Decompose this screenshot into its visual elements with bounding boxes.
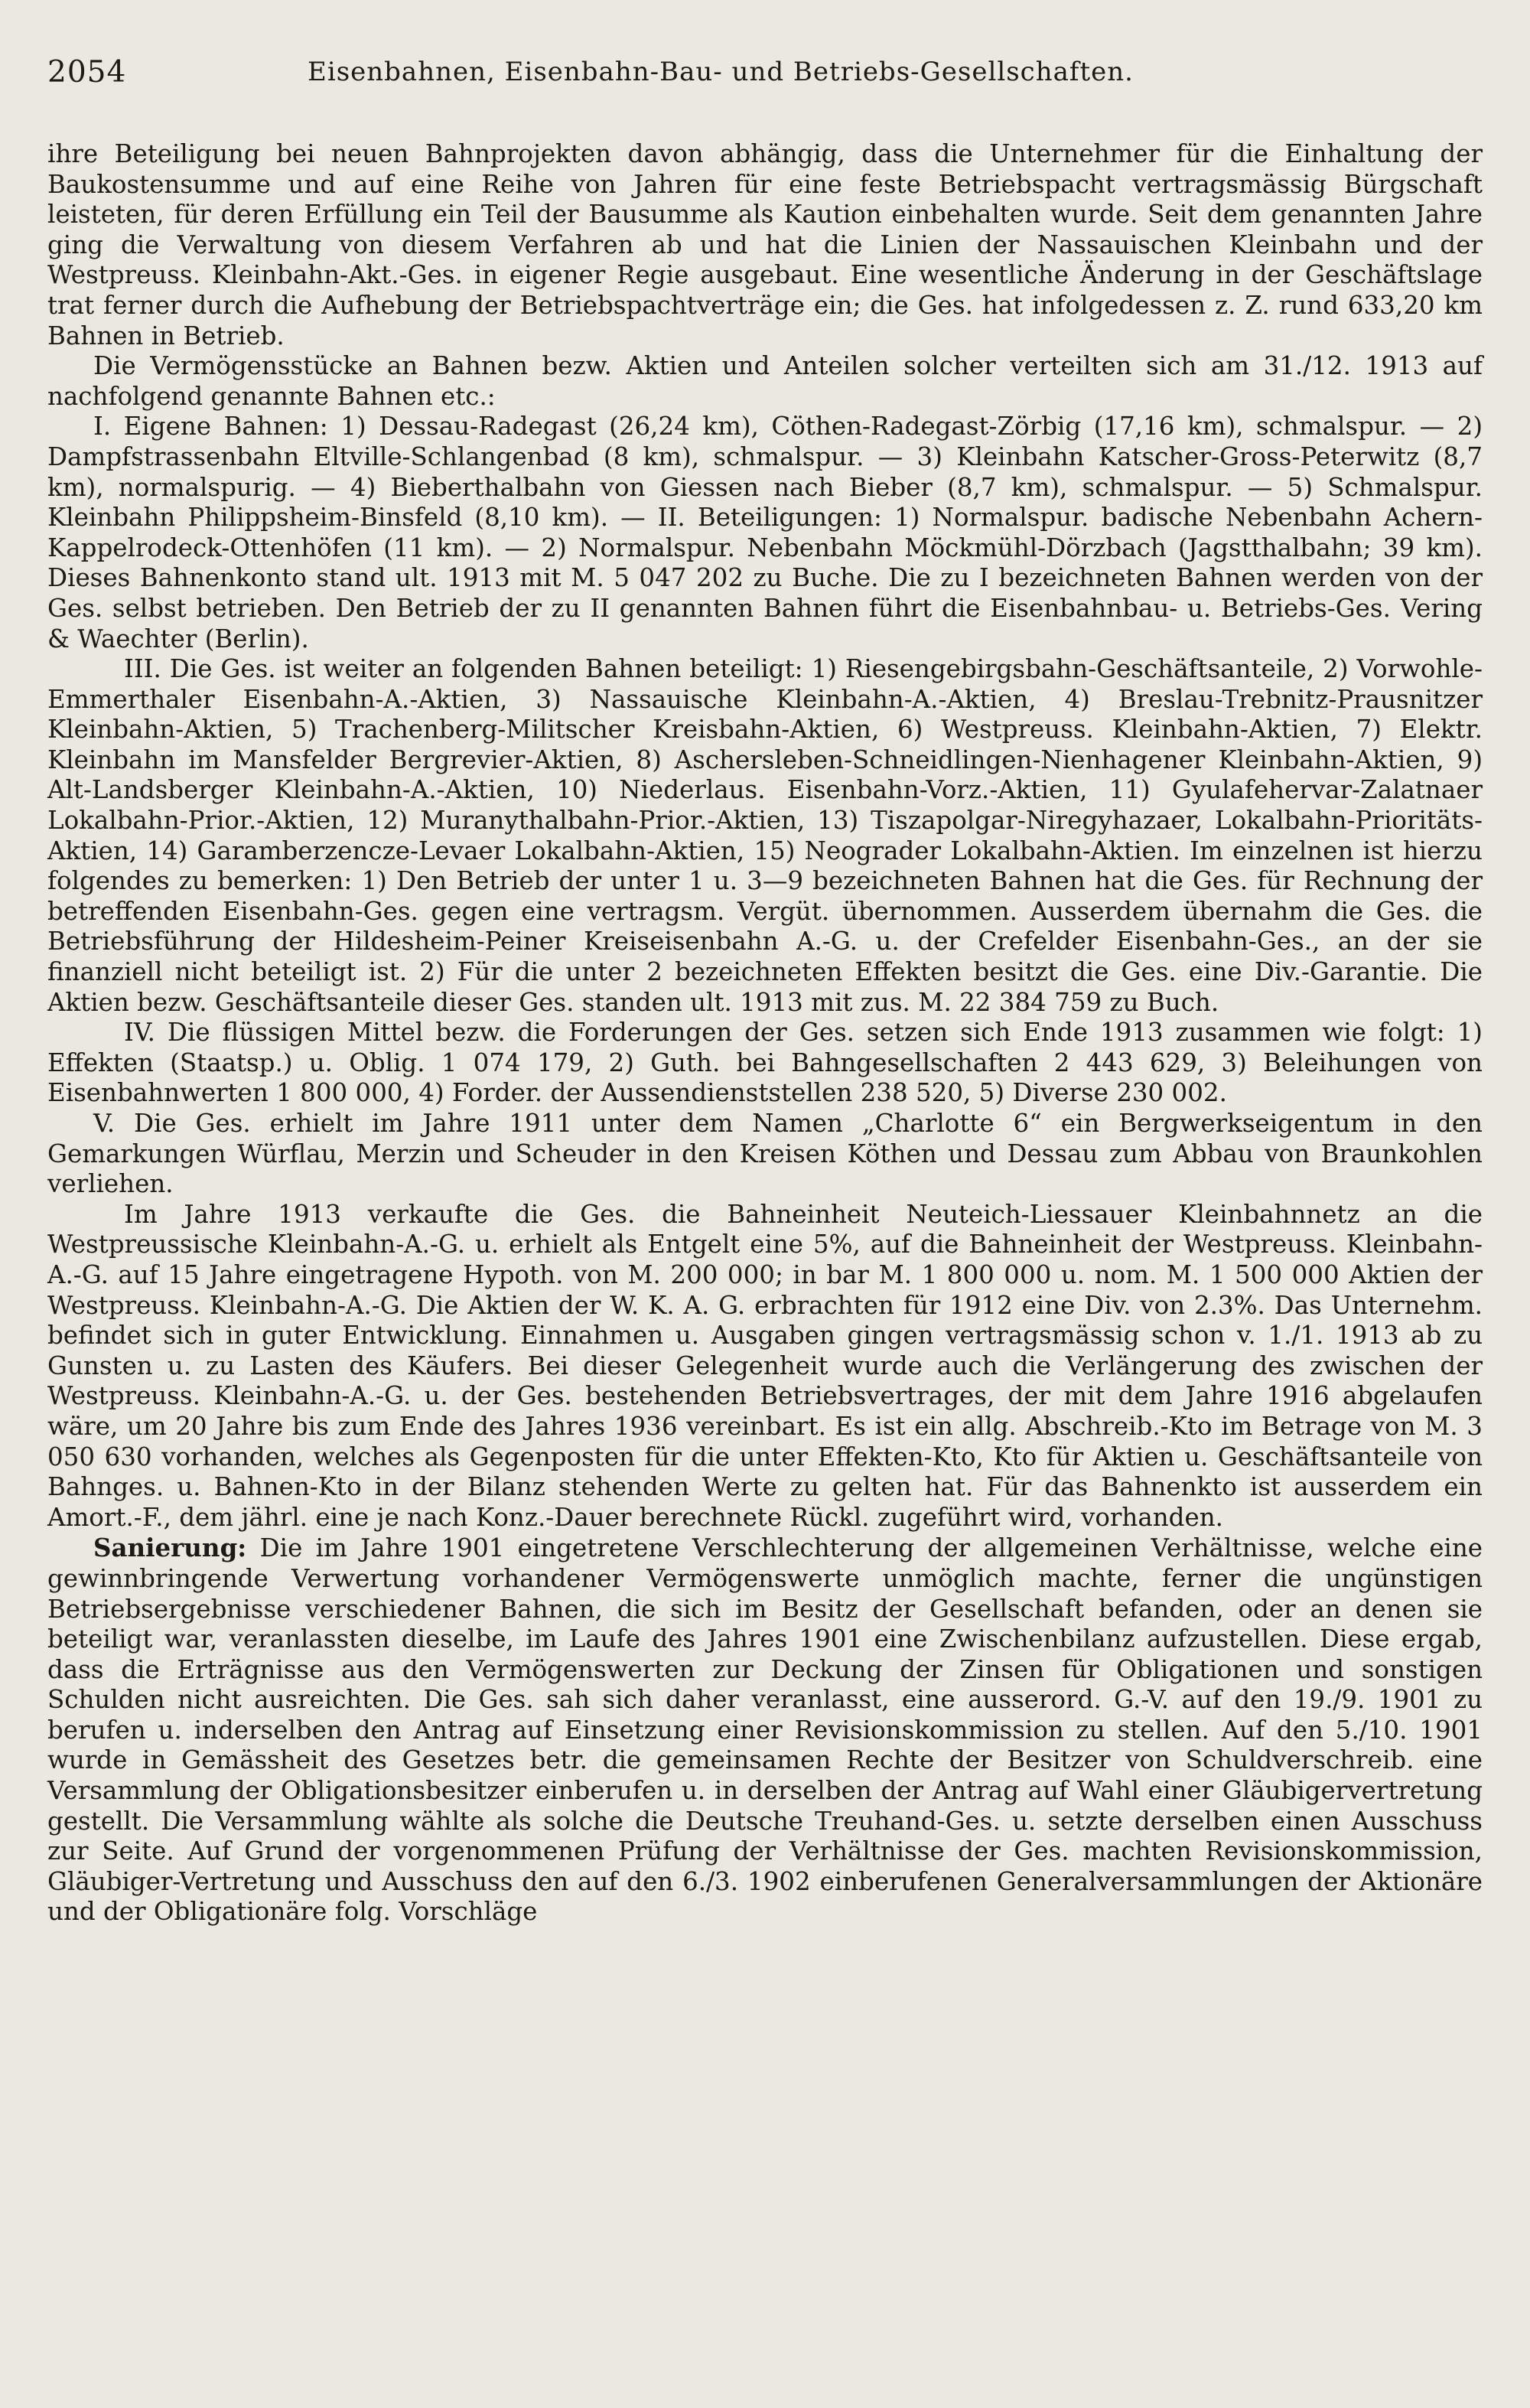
paragraph-text: Im Jahre 1913 verkaufte die Ges. die Bahneinheit Neuteich-Liessauer Kleinbahnnetz an die Westpreussische Kleinbahn-A.-G. u. erhielt als Entgelt eine 5%, auf die Bahneinheit der Westpreuss. Kleinbahn-A.-G. auf 15 Jahre eingetragene Hypoth. von M. 200 000; in bar M. 1 800 000 u. nom. M. 1 500 000 Aktien der Westpreuss. Kleinbahn-A.-G. Die Aktien der W. K. A. G. erbrachten für 1912 eine Div. von 2.3%. Das Unternehm. befindet sich in guter Entwicklung. Einnahmen u. Ausgaben gingen vertragsmässig schon v. 1./1. 1913 ab zu Gunsten u. zu Lasten des Käufers. Bei dieser Gelegenheit wurde auch die Verlängerung des zwischen der Westpreuss. Kleinbahn-A.-G. u. der Ges. bestehenden Betriebsvertrages, der mit dem Jahre 1916 abgelaufen wäre, um 20 Jahre bis zum Ende des Jahres 1936 vereinbart. Es ist ein allg. Abschreib.-Kto im Betrage von M. 3 050 630 vorhanden, welches als Gegenposten für die unter Effekten-Kto, Kto für Aktien u. Geschäftsanteile von Bahnges. u. Bahnen-Kto in der Bilanz stehenden Werte zu gelten hat. Für das Bahnenkto ist ausserdem ein Amort.-F., dem jährl. eine je nach Konz.-Dauer berechnete Rückl. zugeführt wird, vorhanden. bbox=[47, 1199, 1483, 1532]
running-title: Eisenbahnen, Eisenbahn-Bau- und Betriebs-Gesellschaften. bbox=[308, 57, 1134, 87]
paragraph-text: IV. Die flüssigen Mittel bezw. die Forderungen der Ges. setzen sich Ende 1913 zusammen wie folgt: 1) Effekten (Staatsp.) u. Oblig. 1 074 179, 2) Guth. bei Bahngesellschaften 2 443 629, 3) Beleihungen von Eisenbahnwerten 1 800 000, 4) Forder. der Aussendienststellen 238 520, 5) Diverse 230 002. bbox=[47, 1018, 1483, 1108]
paragraph-text: V. Die Ges. erhielt im Jahre 1911 unter dem Namen „Charlotte 6“ ein Bergwerkseigentum in den Gemarkungen Würflau, Merzin und Scheuder in den Kreisen Köthen und Dessau zum Abbau von Braunkohlen verliehen. bbox=[47, 1109, 1483, 1199]
paragraph-section-4 bbox=[47, 1018, 1483, 1109]
page-header bbox=[47, 55, 1483, 98]
paragraph-sale-1913 bbox=[47, 1200, 1483, 1533]
paragraph-lead: Sanierung: bbox=[93, 1533, 247, 1563]
paragraph-sanierung bbox=[47, 1533, 1483, 1927]
paragraph-section-1 bbox=[47, 412, 1483, 654]
paragraph-text: Die im Jahre 1901 eingetretene Verschlechterung der allgemeinen Verhältnisse, welche eine gewinnbringende Verwertung vorhandener Vermögenswerte unmöglich machte, ferner die ungünstigen Betriebsergebnisse verschiedener Bahnen, die sich im Besitz der Gesellschaft befanden, oder an denen sie beteiligt war, veranlassten dieselbe, im Laufe des Jahres 1901 eine Zwischenbilanz aufzustellen. Diese ergab, dass die Erträgnisse aus den Vermögenswerten zur Deckung der Zinsen für Obligationen und sonstigen Schulden nicht ausreichten. Die Ges. sah sich daher veranlasst, eine ausserord. G.-V. auf den 19./9. 1901 zu berufen u. inderselben den Antrag auf Einsetzung einer Revisionskommission zu stellen. Auf den 5./10. 1901 wurde in Gemässheit des Gesetzes betr. die gemeinsamen Rechte der Besitzer von Schuldverschreib. eine Versammlung der Obligationsbesitzer einberufen u. in derselben der Antrag auf Wahl einer Gläubigervertretung gestellt. Die Versammlung wählte als solche die Deutsche Treuhand-Ges. u. setzte derselben einen Ausschuss zur Seite. Auf Grund der vorgenommenen Prüfung der Verhältnisse der Ges. machten Revisionskommission, Gläubiger-Vertretung und Ausschuss den auf den 6./3. 1902 einberufenen Generalversammlungen der Aktionäre und der Obligationäre folg. Vorschläge bbox=[47, 1533, 1483, 1927]
page-number: 2054 bbox=[47, 55, 127, 90]
paragraph-text: ihre Beteiligung bei neuen Bahnprojekten davon abhängig, dass die Unternehmer für die Einhaltung der Baukostensumme und auf eine Reihe von Jahren für eine feste Betriebspacht vertragsmässig Bürgschaft leisteten, für deren Erfüllung ein Teil der Bausumme als Kaution einbehalten wurde. Seit dem genannten Jahre ging die Verwaltung von diesem Verfahren ab und hat die Linien der Nassauischen Kleinbahn und der Westpreuss. Kleinbahn-Akt.-Ges. in eigener Regie ausgebaut. Eine wesentliche Änderung in der Geschäftslage trat ferner durch die Aufhebung der Betriebspachtverträge ein; die Ges. hat infolgedessen z. Z. rund 633,20 km Bahnen in Betrieb. bbox=[47, 139, 1483, 350]
paragraph-text: III. Die Ges. ist weiter an folgenden Bahnen beteiligt: 1) Riesengebirgsbahn-Geschäftsanteile, 2) Vorwohle-Emmerthaler Eisenbahn-A.-Aktien, 3) Nassauische Kleinbahn-A.-Aktien, 4) Breslau-Trebnitz-Prausnitzer Kleinbahn-Aktien, 5) Trachenberg-Militscher Kreisbahn-Aktien, 6) Westpreuss. Kleinbahn-Aktien, 7) Elektr. Kleinbahn im Mansfelder Bergrevier-Aktien, 8) Aschersleben-Schneidlingen-Nienhagener Kleinbahn-Aktien, 9) Alt-Landsberger Kleinbahn-A.-Aktien, 10) Niederlaus. Eisenbahn-Vorz.-Aktien, 11) Gyulafehervar-Zalatnaer Lokalbahn-Prior.-Aktien, 12) Muranythalbahn-Prior.-Aktien, 13) Tiszapolgar-Niregyhazaer, Lokalbahn-Prioritäts-Aktien, 14) Garamberzencze-Levaer Lokalbahn-Aktien, 15) Neograder Lokalbahn-Aktien. Im einzelnen ist hierzu folgendes zu bemerken: 1) Den Betrieb der unter 1 u. 3—9 bezeichneten Bahnen hat die Ges. für Rechnung der betreffenden Eisenbahn-Ges. gegen eine vertragsm. Vergüt. übernommen. Ausserdem übernahm die Ges. die Betriebsführung der Hildesheim-Peiner Kreiseisenbahn A.-G. u. der Crefelder Eisenbahn-Ges., an der sie finanziell nicht beteiligt ist. 2) Für die unter 2 bezeichneten Effekten besitzt die Ges. eine Div.-Garantie. Die Aktien bezw. Geschäftsanteile dieser Ges. standen ult. 1913 mit zus. M. 22 384 759 zu Buch. bbox=[47, 654, 1483, 1017]
paragraph-assets bbox=[47, 351, 1483, 412]
paragraph-intro bbox=[47, 139, 1483, 351]
paragraph-text: Die Vermögensstücke an Bahnen bezw. Aktien und Anteilen solcher verteilten sich am 31./12. 1913 auf nachfolgend genannte Bahnen etc.: bbox=[47, 351, 1483, 411]
body-text bbox=[47, 139, 1483, 1927]
paragraph-section-3 bbox=[47, 654, 1483, 1018]
paragraph-text: I. Eigene Bahnen: 1) Dessau-Radegast (26,24 km), Cöthen-Radegast-Zörbig (17,16 km), schmalspur. — 2) Dampfstrassenbahn Eltville-Schlangenbad (8 km), schmalspur. — 3) Kleinbahn Katscher-Gross-Peterwitz (8,7 km), normalspurig. — 4) Bieberthalbahn von Giessen nach Bieber (8,7 km), schmalspur. — 5) Schmalspur. Kleinbahn Philippsheim-Binsfeld (8,10 km). — II. Beteiligungen: 1) Normalspur. badische Nebenbahn Achern-Kappelrodeck-Ottenhöfen (11 km). — 2) Normalspur. Nebenbahn Möckmühl-Dörzbach (Jagstthalbahn; 39 km). Dieses Bahnenkonto stand ult. 1913 mit M. 5 047 202 zu Buche. Die zu I bezeichneten Bahnen werden von der Ges. selbst betrieben. Den Betrieb der zu II genannten Bahnen führt die Eisenbahnbau- u. Betriebs-Ges. Vering & Waechter (Berlin). bbox=[47, 412, 1483, 653]
paragraph-section-5 bbox=[47, 1109, 1483, 1200]
